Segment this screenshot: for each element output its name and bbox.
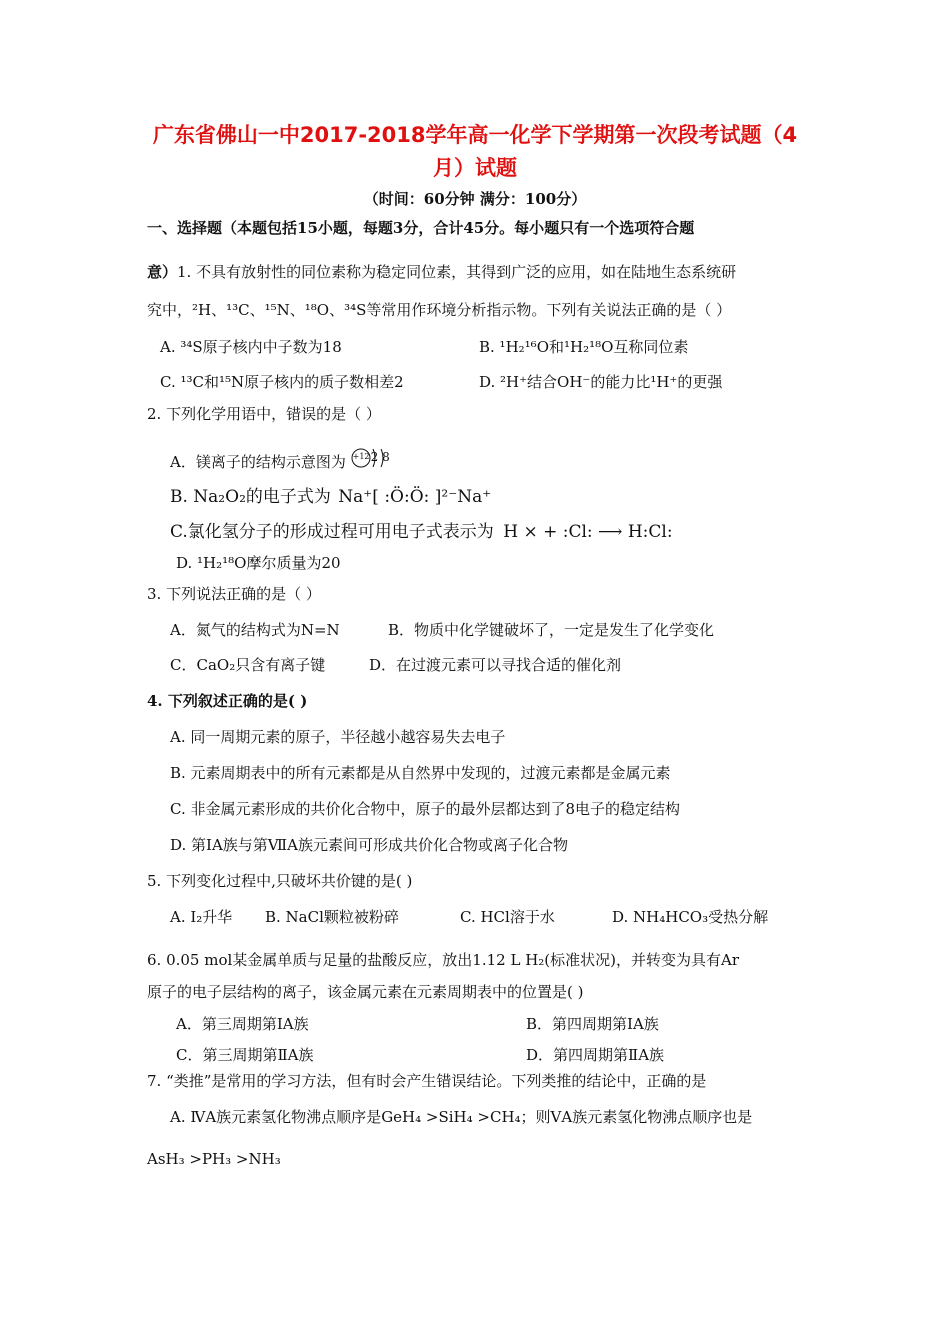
q2-option-a	[170, 450, 399, 476]
q4-option-b: B. 元素周期表中的所有元素都是从自然界中发现的，过渡元素都是金属元素	[170, 764, 671, 782]
q2-option-b-text: B. Na₂O₂的电子式为	[170, 487, 331, 507]
q6-stem-line2: 原子的电子层结构的离子，该金属元素在元素周期表中的位置是( )	[147, 983, 584, 1001]
q2-option-c	[170, 522, 673, 542]
q6-option-b: B．第四周期第IA族	[526, 1015, 659, 1033]
q5-stem: 5. 下列变化过程中,只破坏共价键的是( )	[147, 872, 413, 890]
q2-option-d: D. ¹H₂¹⁸O摩尔质量为20	[176, 554, 341, 572]
q6-option-d: D．第四周期第ⅡA族	[526, 1046, 665, 1064]
nucleus-charge: +12	[352, 452, 370, 461]
q2-option-b	[170, 487, 491, 507]
q2-stem: 2. 下列化学用语中，错误的是（ ）	[147, 405, 381, 423]
q5-option-b: B. NaCl颗粒被粉碎	[265, 908, 399, 926]
q3-option-b: B．物质中化学键破坏了，一定是发生了化学变化	[388, 621, 715, 639]
q1-option-a: A. ³⁴S原子核内中子数为18	[160, 338, 342, 356]
q1-stem-line1	[147, 262, 736, 282]
hcl-formation-formula: H × + :Cl: ⟶ H:Cl:	[503, 522, 673, 542]
q1-stem-part1: 1. 不具有放射性的同位素称为稳定同位素，其得到广泛的应用，如在陆地生态系统研	[177, 263, 737, 281]
q4-option-d: D. 第ⅠA族与第ⅦA族元素间可形成共价化合物或离子化合物	[170, 836, 568, 854]
q7-option-a-line1: A. ⅣA族元素氢化物沸点顺序是GeH₄ >SiH₄ >CH₄；则ⅤA族元素氢化物沸点顺序也是	[170, 1108, 753, 1126]
q7-stem: 7. “类推”是常用的学习方法，但有时会产生错误结论。下列类推的结论中，正确的是	[147, 1072, 707, 1090]
q4-number-stem: 4. 下列叙述正确的是( )	[147, 692, 308, 710]
exam-info: （时间：60分钟 满分：100分）	[363, 190, 587, 208]
exam-title-line1: 广东省佛山一中2017-2018学年高一化学下学期第一次段考试题（4	[152, 123, 798, 147]
q5-option-a: A. I₂升华	[170, 908, 233, 926]
q3-option-a: A．氮气的结构式为N=N	[170, 621, 340, 639]
q4-option-c: C. 非金属元素形成的共价化合物中，原子的最外层都达到了8电子的稳定结构	[170, 800, 681, 818]
q6-stem-line1: 6. 0.05 mol某金属单质与足量的盐酸反应，放出1.12 L H₂(标准状况)，并转变为具有Ar	[147, 951, 739, 969]
q2-option-a-text: A．镁离子的结构示意图为	[170, 453, 346, 471]
electron-shells: 2 8	[370, 450, 390, 464]
na2o2-electron-formula: Na⁺[ :Ö:Ö: ]²⁻Na⁺	[338, 487, 492, 507]
q5-option-d: D. NH₄HCO₃受热分解	[612, 908, 769, 926]
q3-option-d: D．在过渡元素可以寻找合适的催化剂	[369, 656, 622, 674]
q4-stem	[147, 691, 307, 711]
q1-option-b: B. ¹H₂¹⁶O和¹H₂¹⁸O互称同位素	[479, 338, 689, 356]
q6-option-c: C．第三周期第ⅡA族	[176, 1046, 314, 1064]
q1-stem-line2: 究中，²H、¹³C、¹⁵N、¹⁸O、³⁴S等常用作环境分析指示物。下列有关说法正确的是（ ）	[147, 301, 732, 319]
q1-option-c: C. ¹³C和¹⁵N原子核内的质子数相差2	[160, 373, 404, 391]
q7-option-a-line2: AsH₃ >PH₃ >NH₃	[147, 1150, 281, 1168]
q5-option-c: C. HCl溶于水	[460, 908, 555, 926]
q3-stem: 3. 下列说法正确的是（ ）	[147, 585, 321, 603]
q1-option-d: D. ²H⁺结合OH⁻的能力比¹H⁺的更强	[479, 373, 723, 391]
q3-option-c: C．CaO₂只含有离子键	[170, 656, 326, 674]
exam-title-line2: 月）试题	[433, 156, 517, 180]
q6-option-a: A．第三周期第IA族	[176, 1015, 309, 1033]
magnesium-ion-structure-diagram	[351, 444, 399, 470]
q4-option-a: A. 同一周期元素的原子，半径越小越容易失去电子	[170, 728, 506, 746]
section-heading: 一、选择题（本题包括15小题，每题3分，合计45分。每小题只有一个选项符合题	[147, 219, 695, 237]
q2-option-c-text: C.氯化氢分子的形成过程可用电子式表示为	[170, 522, 494, 542]
section-heading-tail: 意）	[147, 263, 178, 281]
